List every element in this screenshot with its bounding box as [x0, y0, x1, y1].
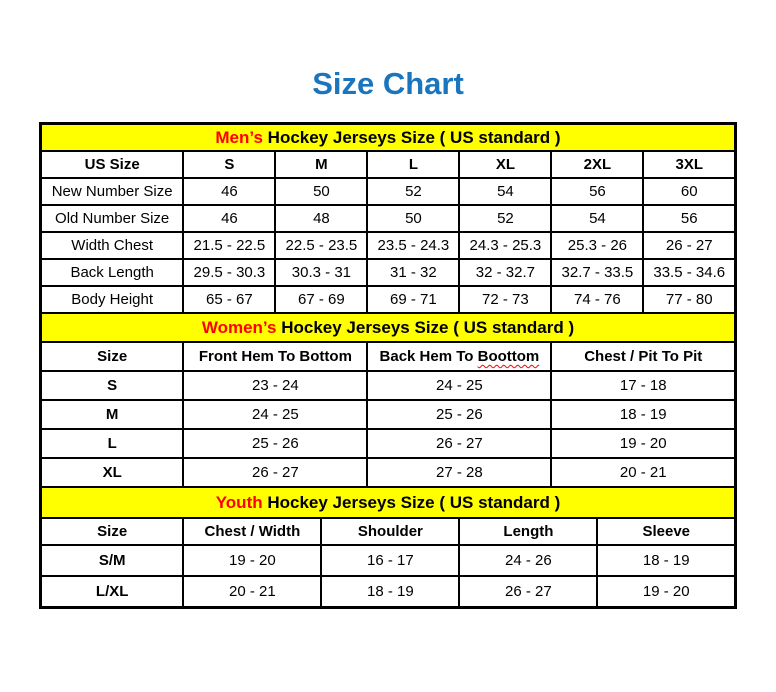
mens-data-cell: 52: [367, 178, 459, 205]
womens-column-header: Size: [40, 342, 183, 371]
womens-row-label: M: [40, 400, 183, 429]
page-title: Size Chart: [312, 66, 464, 101]
womens-data-cell: 25 - 26: [367, 400, 551, 429]
mens-table-row: [40, 232, 735, 259]
mens-data-cell: 72 - 73: [459, 286, 551, 313]
youth-table-row: [40, 545, 735, 576]
mens-data-cell: 54: [551, 205, 643, 232]
mens-data-cell: 48: [275, 205, 367, 232]
youth-header-row: [40, 518, 735, 545]
mens-table-row: [40, 205, 735, 232]
womens-data-cell: 26 - 27: [183, 458, 367, 487]
womens-table-row: [40, 458, 735, 487]
mens-table-row: [40, 259, 735, 286]
youth-band-title: Youth Hockey Jerseys Size ( US standard ): [40, 487, 735, 518]
womens-band-highlight: Women’s: [201, 317, 277, 337]
youth-data-cell: 16 - 17: [321, 545, 459, 576]
mens-data-cell: 65 - 67: [183, 286, 275, 313]
mens-data-cell: 56: [551, 178, 643, 205]
womens-data-cell: 27 - 28: [367, 458, 551, 487]
mens-data-cell: 22.5 - 23.5: [275, 232, 367, 259]
mens-row-label: Body Height: [40, 286, 183, 313]
mens-data-cell: 69 - 71: [367, 286, 459, 313]
mens-data-cell: 25.3 - 26: [551, 232, 643, 259]
youth-data-cell: 18 - 19: [321, 576, 459, 608]
womens-data-cell: 17 - 18: [551, 371, 735, 400]
youth-column-header: Size: [40, 518, 183, 545]
mens-column-header: S: [183, 151, 275, 178]
womens-data-cell: 26 - 27: [367, 429, 551, 458]
mens-row-label: Back Length: [40, 259, 183, 286]
womens-table-row: [40, 371, 735, 400]
mens-data-cell: 54: [459, 178, 551, 205]
womens-data-cell: 19 - 20: [551, 429, 735, 458]
mens-row-label: New Number Size: [40, 178, 183, 205]
youth-data-cell: 26 - 27: [459, 576, 597, 608]
mens-data-cell: 67 - 69: [275, 286, 367, 313]
youth-data-cell: 24 - 26: [459, 545, 597, 576]
womens-data-cell: 23 - 24: [183, 371, 367, 400]
mens-row-label: Old Number Size: [40, 205, 183, 232]
mens-data-cell: 24.3 - 25.3: [459, 232, 551, 259]
youth-column-header: Shoulder: [321, 518, 459, 545]
mens-band-highlight: Men’s: [215, 127, 263, 147]
mens-data-cell: 77 - 80: [643, 286, 735, 313]
youth-band-highlight: Youth: [215, 492, 263, 512]
mens-data-cell: 56: [643, 205, 735, 232]
youth-column-header: Length: [459, 518, 597, 545]
womens-section-band: [40, 313, 735, 342]
womens-data-cell: 24 - 25: [367, 371, 551, 400]
womens-column-header: Front Hem To Bottom: [183, 342, 367, 371]
mens-data-cell: 52: [459, 205, 551, 232]
youth-data-cell: 18 - 19: [597, 545, 735, 576]
misspelled-word: Boottom: [477, 348, 540, 365]
youth-row-label: L/XL: [40, 576, 183, 608]
mens-section-band: [40, 124, 735, 152]
womens-column-header: Chest / Pit To Pit: [551, 342, 735, 371]
mens-data-cell: 23.5 - 24.3: [367, 232, 459, 259]
size-chart-table-body: [40, 124, 735, 608]
youth-data-cell: 20 - 21: [183, 576, 321, 608]
mens-data-cell: 33.5 - 34.6: [643, 259, 735, 286]
youth-data-cell: 19 - 20: [183, 545, 321, 576]
mens-table-row: [40, 178, 735, 205]
womens-row-label: S: [40, 371, 183, 400]
mens-data-cell: 46: [183, 178, 275, 205]
womens-table-row: [40, 400, 735, 429]
womens-table-row: [40, 429, 735, 458]
mens-data-cell: 60: [643, 178, 735, 205]
size-chart-table: [39, 122, 737, 609]
mens-column-header: 3XL: [643, 151, 735, 178]
mens-data-cell: 32 - 32.7: [459, 259, 551, 286]
mens-header-row: [40, 151, 735, 178]
mens-data-cell: 46: [183, 205, 275, 232]
mens-column-header: XL: [459, 151, 551, 178]
mens-data-cell: 74 - 76: [551, 286, 643, 313]
mens-column-header: M: [275, 151, 367, 178]
mens-data-cell: 32.7 - 33.5: [551, 259, 643, 286]
mens-data-cell: 50: [367, 205, 459, 232]
womens-row-label: L: [40, 429, 183, 458]
mens-data-cell: 31 - 32: [367, 259, 459, 286]
womens-data-cell: 18 - 19: [551, 400, 735, 429]
youth-row-label: S/M: [40, 545, 183, 576]
youth-data-cell: 19 - 20: [597, 576, 735, 608]
mens-column-header: US Size: [40, 151, 183, 178]
mens-data-cell: 21.5 - 22.5: [183, 232, 275, 259]
womens-data-cell: 25 - 26: [183, 429, 367, 458]
mens-data-cell: 26 - 27: [643, 232, 735, 259]
youth-section-band: [40, 487, 735, 518]
womens-column-header: Back Hem To Boottom: [367, 342, 551, 371]
mens-column-header: L: [367, 151, 459, 178]
mens-data-cell: 29.5 - 30.3: [183, 259, 275, 286]
youth-table-row: [40, 576, 735, 608]
womens-row-label: XL: [40, 458, 183, 487]
womens-data-cell: 20 - 21: [551, 458, 735, 487]
mens-data-cell: 50: [275, 178, 367, 205]
mens-column-header: 2XL: [551, 151, 643, 178]
youth-column-header: Sleeve: [597, 518, 735, 545]
youth-column-header: Chest / Width: [183, 518, 321, 545]
mens-data-cell: 30.3 - 31: [275, 259, 367, 286]
womens-data-cell: 24 - 25: [183, 400, 367, 429]
mens-table-row: [40, 286, 735, 313]
womens-header-row: [40, 342, 735, 371]
mens-band-title: Men’s Hockey Jerseys Size ( US standard ): [40, 124, 735, 152]
womens-band-title: Women’s Hockey Jerseys Size ( US standard ): [40, 313, 735, 342]
mens-row-label: Width Chest: [40, 232, 183, 259]
